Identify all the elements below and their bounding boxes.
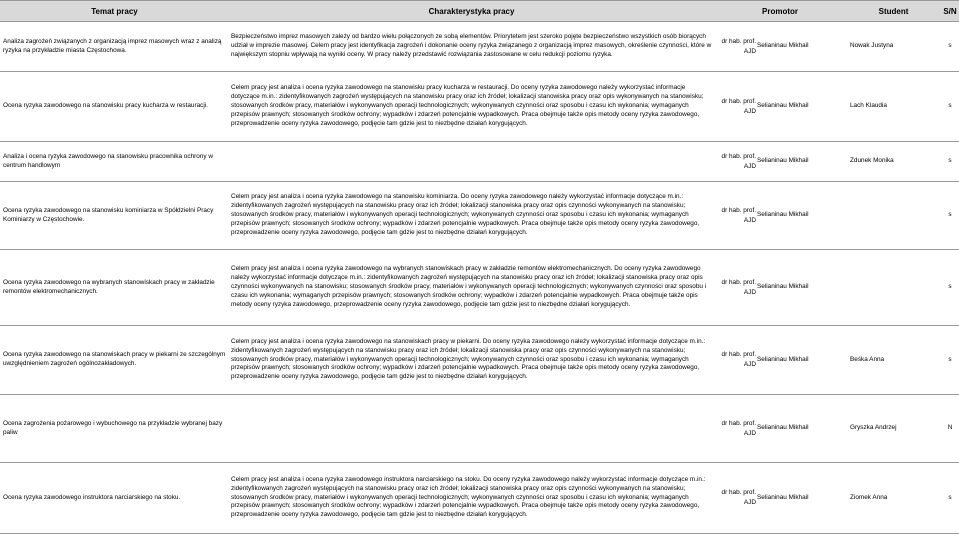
student-cell: Gryszka Andrzej: [846, 395, 941, 463]
header-characteristic: Charakterystyka pracy: [229, 1, 714, 22]
table-row: [0, 142, 959, 182]
sn-cell: s: [941, 463, 959, 534]
sn-cell: s: [941, 182, 959, 250]
sn-cell: s: [941, 72, 959, 142]
table-row: [0, 22, 959, 72]
table-row: [0, 250, 959, 326]
table-row: [0, 72, 959, 142]
header-row: [0, 1, 959, 22]
promotor-cell: [714, 326, 846, 395]
promotor-name: Selianinau Mikhail: [757, 283, 809, 291]
characteristic-cell: Celem pracy jest analiza i ocena ryzyka zawodowego instruktora narciarskiego na stoku. Do oceny ryzyka zawodowego należy wykorzystać informacje dotyczące m.in.: zidentyfikowanych zagrożeń występujących na stanowisku pracy oraz ich źródeł; lokalizacji stanowiska pracy oraz opis czynności wykonywanych na stanowisku; stosowanych środków pracy, materiałów i wykonywanych operacji technologicznych; wykonywanych czynności oraz sposobu i czasu ich wykonania; wymaganych przepisów prawnych; stosowanych środków ochrony; wypadków i zdarzeń potencjalnie wypadkowych. Praca obejmuje także opis metody oceny ryzyka zawodowego, przeprowadzenie oceny ryzyka zawodowego, podjęcie tam gdzie jest to niezbędne działań korygujących.: [229, 463, 714, 534]
table-row: [0, 395, 959, 463]
student-cell: Ziomek Anna: [846, 463, 941, 534]
characteristic-cell: Celem pracy jest analiza i ocena ryzyka zawodowego na stanowiskach pracy w piekarni. Do oceny ryzyka zawodowego należy wykorzystać informacje dotyczące m.in.: zidentyfikowanych zagrożeń występujących na stanowisku pracy oraz ich źródeł; lokalizacji stanowiska pracy oraz opis czynności wykonywanych na stanowisku; stosowanych środków pracy, materiałów i wykonywanych operacji technologicznych; wykonywanych czynności oraz sposobu i czasu ich wykonania; wymaganych przepisów prawnych; stosowanych środków ochrony; wypadków i zdarzeń potencjalnie wypadkowych. Praca obejmuje także opis metody oceny ryzyka zawodowego, przeprowadzenie oceny ryzyka zawodowego, podjęcie tam gdzie jest to niezbędne działań korygujących.: [229, 326, 714, 395]
characteristic-cell: Celem pracy jest analiza i ocena ryzyka zawodowego na stanowisku kominiarza. Do oceny ryzyka zawodowego należy wykorzystać informacje dotyczące m.in.: zidentyfikowanych zagrożeń występujących na stanowisku pracy oraz ich źródeł; lokalizacji stanowiska pracy oraz opis czynności wykonywanych na stanowisku; stosowanych środków pracy, materiałów i wykonywanych operacji technologicznych; wykonywanych czynności oraz sposobu i czasu ich wykonania; wymaganych przepisów prawnych; stosowanych środków ochrony; wypadków i zdarzeń potencjalnie wypadkowych. Praca obejmuje także opis metody oceny ryzyka zawodowego, przeprowadzenie oceny ryzyka zawodowego, podjęcie tam gdzie jest to niezbędne działań korygujących.: [229, 182, 714, 250]
promotor-cell: [714, 142, 846, 182]
student-cell: Nowak Justyna: [846, 22, 941, 72]
promotor-name: Selianinau Mikhail: [757, 424, 809, 432]
header-promotor: Promotor: [714, 1, 846, 22]
promotor-name: Selianinau Mikhail: [757, 157, 809, 165]
topic-cell: Ocena ryzyka zawodowego na wybranych stanowiskach pracy w zakładzie remontów elektromechanicznych.: [0, 250, 229, 326]
header-sn: S/N: [941, 1, 959, 22]
table-row: [0, 463, 959, 534]
student-cell: Beśka Anna: [846, 326, 941, 395]
promotor-title: dr hab. prof. AJD: [721, 351, 756, 368]
promotor-cell: [714, 463, 846, 534]
characteristic-cell: [229, 395, 714, 463]
promotor-title: dr hab. prof. AJD: [721, 152, 756, 170]
topic-cell: Ocena ryzyka zawodowego na stanowisku pracy kucharza w restauracji.: [0, 72, 229, 142]
promotor-cell: [714, 182, 846, 250]
topic-cell: Ocena ryzyka zawodowego instruktora narciarskiego na stoku.: [0, 463, 229, 534]
sn-cell: s: [941, 326, 959, 395]
topic-cell: Ocena ryzyka zawodowego na stanowiskach pracy w piekarni ze szczególnym uwzględnieniem zagrożeń ogólnozakładowych.: [0, 326, 229, 395]
characteristic-cell: [229, 142, 714, 182]
promotor-cell: [714, 395, 846, 463]
characteristic-cell: Bezpieczeństwo imprez masowych zależy od bardzo wielu połączonych ze sobą elementów. Priorytetem jest szeroko pojęte bezpieczeństwo wszystkich osób biorących udział w imprezie masowej. Celem pracy jest identyfikacja zagrożeń i dokonanie oceny ryzyka związanego z organizacją imprez masowych, określenie czynności, które w największym stopniu wpływają na wyniki oceny. W pracy należy przedstawić rozwiązania zastosowane w celu redukcji poziomu ryzyka.: [229, 22, 714, 72]
student-cell: Lach Klaudia: [846, 72, 941, 142]
promotor-title: dr hab. prof. AJD: [721, 278, 756, 296]
promotor-name: Selianinau Mikhail: [757, 211, 809, 219]
characteristic-cell: Celem pracy jest analiza i ocena ryzyka zawodowego na wybranych stanowiskach pracy w zakładzie remontów elektromechanicznych. Do oceny ryzyka zawodowego należy wykorzystać informacje dotyczące m.in.: zidentyfikowanych zagrożeń występujących na stanowisku pracy oraz ich źródeł; lokalizacji stanowiska pracy oraz opis czynności wykonywanych na stanowisku; stosowanych środków pracy, materiałów i wykonywanych operacji technologicznych; wykonywanych czynności oraz sposobu i czasu ich wykonania; wymaganych przepisów prawnych; stosowanych środków ochrony; wypadków i zdarzeń potencjalnie wypadkowych. Praca obejmuje także opis metody oceny ryzyka zawodowego, przeprowadzenie oceny ryzyka zawodowego, podjęcie tam gdzie jest to niezbędne działań korygujących.: [229, 250, 714, 326]
table-row: [0, 326, 959, 395]
promotor-name: Selianinau Mikhail: [757, 102, 809, 110]
promotor-title: dr hab. prof. AJD: [721, 97, 756, 115]
student-cell: [846, 250, 941, 326]
header-topic: Temat pracy: [0, 1, 229, 22]
student-cell: [846, 182, 941, 250]
characteristic-cell: Celem pracy jest analiza i ocena ryzyka zawodowego na stanowisku pracy kucharza w restauracji. Do oceny ryzyka zawodowego należy wykorzystać informacje dotyczące m.in.: zidentyfikowanych zagrożeń występujących na stanowisku pracy oraz ich źródeł; lokalizacji stanowiska pracy oraz opis wykonywanych na stanowisku; stosowanych środków pracy, materiałów i wykonywanych operacji technologicznych; wykonywanych czynności oraz sposobu i czasu ich wykonania; wymaganych przepisów prawnych; stosowanych środków ochrony; wypadków i zdarzeń potencjalnie wypadkowych. Praca obejmuje także opis metody oceny ryzyka zawodowego, przeprowadzenie oceny ryzyka zawodowego, podjęcie tam gdzie jest to niezbędne działań korygujących.: [229, 72, 714, 142]
promotor-cell: [714, 72, 846, 142]
table-row: [0, 182, 959, 250]
promotor-title: dr hab. prof. AJD: [721, 37, 756, 55]
sn-cell: N: [941, 395, 959, 463]
sn-cell: s: [941, 22, 959, 72]
promotor-name: Selianinau Mikhail: [757, 355, 809, 363]
promotor-title: dr hab. prof. AJD: [721, 489, 756, 506]
sn-cell: s: [941, 250, 959, 326]
promotor-name: Selianinau Mikhail: [757, 42, 809, 50]
promotor-cell: [714, 22, 846, 72]
student-cell: Zdunek Monika: [846, 142, 941, 182]
promotor-title: dr hab. prof. AJD: [721, 206, 756, 224]
topic-cell: Ocena ryzyka zawodowego na stanowisku kominiarza w Spółdzielni Pracy Kominiarzy w Częstochowie.: [0, 182, 229, 250]
topic-cell: Analiza zagrożeń związanych z organizacją imprez masowych wraz z analizą ryzyka na przykładzie miasta Częstochowa.: [0, 22, 229, 72]
promotor-name: Selianinau Mikhail: [757, 493, 809, 501]
sn-cell: s: [941, 142, 959, 182]
promotor-cell: [714, 250, 846, 326]
header-student: Student: [846, 1, 941, 22]
topic-cell: Ocena zagrożenia pożarowego i wybuchowego na przykładzie wybranej bazy paliw: [0, 395, 229, 463]
topic-cell: Analiza i ocena ryzyka zawodowego na stanowisku pracownika ochrony w centrum handlowym: [0, 142, 229, 182]
promotor-title: dr hab. prof. AJD: [721, 419, 756, 437]
